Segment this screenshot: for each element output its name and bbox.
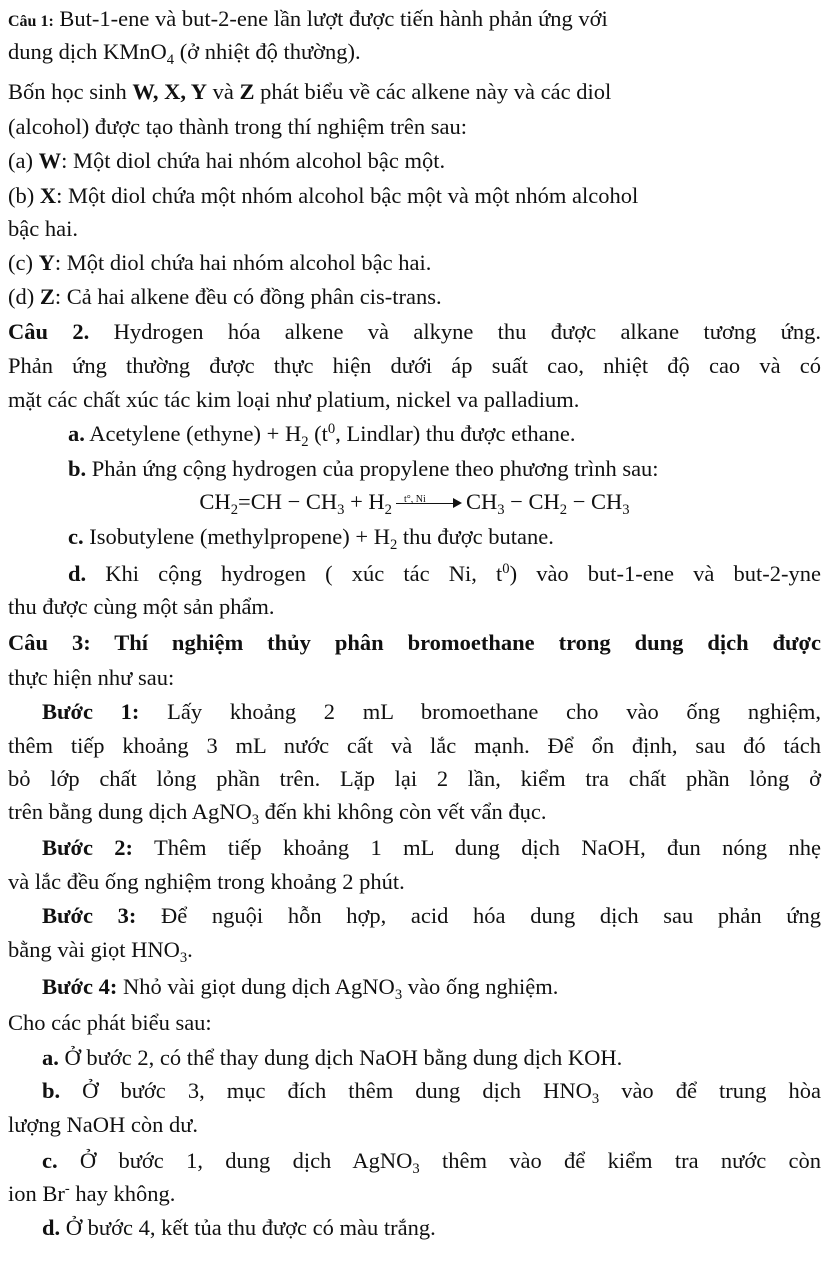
q1-text: và	[207, 79, 240, 104]
q2-statement-d-cont	[8, 592, 275, 622]
subscript: 3	[497, 502, 505, 519]
arrow-shaft	[396, 503, 456, 504]
statement-text: vào để trung hòa	[599, 1078, 821, 1103]
statement-label: d.	[68, 561, 87, 586]
formula: CH	[465, 489, 498, 514]
formula: − CH	[504, 489, 560, 514]
q2-line3	[8, 385, 579, 415]
q3-statement-a	[42, 1043, 622, 1073]
step-text: bỏ lớp chất lỏng phần trên. Lặp lại 2 lần, kiểm tra chất phần lỏng ở	[8, 766, 821, 791]
q2-statement-b	[68, 454, 659, 484]
formula: + H	[344, 489, 385, 514]
q1-statement-b	[8, 181, 638, 211]
superscript: -	[64, 1180, 70, 1197]
q3-step2-line2	[8, 867, 405, 897]
step-label: Bước 4:	[42, 974, 118, 999]
q1-line2	[8, 37, 361, 67]
step-label: Bước 1:	[42, 699, 140, 724]
q1-line4	[8, 112, 467, 142]
q3-text: thực hiện như sau:	[8, 665, 175, 690]
q3-step1-line2	[8, 731, 821, 761]
formula: − CH	[567, 489, 623, 514]
q1-line1	[8, 4, 608, 37]
q3-statement-b-cont	[8, 1110, 198, 1140]
step-text: bằng vài giọt HNO	[8, 937, 180, 962]
reaction-condition: t°, Ni	[403, 494, 426, 505]
step-text: vào ống nghiệm.	[402, 974, 559, 999]
statement-text: Ở bước 4, kết tủa thu được có màu trắng.	[60, 1215, 436, 1240]
statement-label: a.	[42, 1045, 59, 1070]
statement-text: Phản ứng cộng hydrogen của propylene theo phương trình sau:	[86, 456, 659, 481]
statement-prefix: (c)	[8, 250, 39, 275]
q2-text: Phản ứng thường được thực hiện dưới áp suất cao, nhiệt độ cao và có	[8, 353, 821, 378]
subscript: 3	[591, 1091, 600, 1108]
q3-step1-line3	[8, 764, 821, 794]
statement-text: (t	[308, 421, 328, 446]
step-text: trên bằng dung dịch AgNO	[8, 799, 252, 824]
q1-statement-d	[8, 282, 442, 312]
q3-statement-c-cont	[8, 1179, 175, 1209]
subscript: 3	[251, 812, 260, 829]
statement-text: : Một diol chứa một nhóm alcohol bậc một và một nhóm alcohol	[56, 183, 639, 208]
q3-step1-line4	[8, 797, 546, 827]
q2-equation	[0, 487, 829, 517]
q3-step1	[42, 697, 821, 727]
q1-text: phát biểu về các alkene này và các diol	[254, 79, 612, 104]
statement-text: : Cả hai alkene đều có đồng phân cis-trans.	[54, 284, 442, 309]
step-text: Lấy khoảng 2 mL bromoethane cho vào ống nghiệm,	[139, 699, 822, 724]
superscript: 0	[327, 420, 336, 437]
statement-text: Acetylene (ethyne) + H	[84, 421, 302, 446]
statement-label: c.	[68, 524, 84, 549]
subscript: 3	[179, 950, 188, 967]
statement-text: , Lindlar) thu được ethane.	[335, 421, 576, 446]
statement-text: thu được cùng một sản phẩm.	[8, 594, 275, 619]
subscript: 3	[412, 1161, 420, 1178]
statement-key: X	[39, 183, 57, 208]
q1-statement-c	[8, 248, 431, 278]
statement-text: Ở bước 2, có thể thay dung dịch NaOH bằng dung dịch KOH.	[58, 1045, 623, 1070]
statement-label: b.	[42, 1078, 61, 1103]
step-text: đến khi không còn vết vẩn đục.	[259, 799, 547, 824]
q2-statement-a	[68, 419, 576, 449]
statement-text: thu được butane.	[397, 524, 554, 549]
q3-step3-line2	[8, 935, 193, 965]
q2-text: mặt các chất xúc tác kim loại như platium, nickel va palladium.	[8, 387, 580, 412]
q2-statement-d	[68, 559, 821, 589]
statement-label: b.	[68, 456, 87, 481]
subscript: 2	[230, 502, 238, 519]
subscript: 2	[384, 502, 392, 519]
statement-text: bậc hai.	[8, 216, 78, 241]
statement-text: thêm vào để kiểm tra nước còn	[419, 1148, 821, 1173]
subscript: 4	[166, 52, 175, 69]
statement-prefix: (a)	[8, 148, 39, 173]
statement-text: Khi cộng hydrogen ( xúc tác Ni, t	[86, 561, 503, 586]
step-text: .	[187, 937, 193, 962]
q3-title	[8, 628, 821, 658]
step-text: thêm tiếp khoảng 3 mL nước cất và lắc mạnh. Để ổn định, sau đó tách	[8, 733, 821, 758]
subscript: 2	[389, 537, 398, 554]
statement-prefix: (d)	[8, 284, 40, 309]
subscript: 3	[394, 987, 403, 1004]
q1-text: dung dịch KMnO	[8, 39, 167, 64]
q1-text: (ở nhiệt độ thường).	[174, 39, 361, 64]
q3-statement-c	[42, 1146, 821, 1176]
statement-key: Y	[38, 250, 55, 275]
subscript: 2	[559, 502, 568, 519]
subscript: 2	[301, 434, 309, 451]
formula: =CH − CH	[238, 489, 338, 514]
q3-step2	[42, 833, 821, 863]
student-z-label: Z	[239, 79, 255, 104]
q2-text: Hydrogen hóa alkene và alkyne thu được alkane tương ứng.	[89, 319, 821, 344]
q3-step3	[42, 901, 821, 931]
q2-line2	[8, 351, 821, 381]
statement-text: ) vào but-1-ene và but-2-yne	[509, 561, 821, 586]
formula: CH	[199, 489, 231, 514]
q1-line3	[8, 77, 611, 107]
q3-step4	[42, 972, 558, 1002]
arrow-head	[453, 498, 462, 508]
statement-text: Ở bước 1, dung dịch AgNO	[57, 1148, 413, 1173]
statement-label: a.	[68, 421, 85, 446]
statement-text: : Một diol chứa hai nhóm alcohol bậc hai.	[54, 250, 432, 275]
students-label: W, X, Y	[132, 79, 207, 104]
step-text: Nhỏ vài giọt dung dịch AgNO	[117, 974, 395, 999]
q3-statement-b	[42, 1076, 821, 1106]
step-label: Bước 2:	[42, 835, 134, 860]
q1-label: Câu 1:	[8, 13, 54, 30]
q1-text: (alcohol) được tạo thành trong thí nghiệm trên sau:	[8, 114, 467, 139]
statement-text: Isobutylene (methylpropene) + H	[83, 524, 390, 549]
step-text: Để nguội hỗn hợp, acid hóa dung dịch sau phản ứng	[136, 903, 821, 928]
reaction-arrow-icon	[396, 493, 462, 507]
step-text: và lắc đều ống nghiệm trong khoảng 2 phút.	[8, 869, 405, 894]
q1-text: But-1-ene và but-2-ene lần lượt được tiến hành phản ứng với	[53, 6, 608, 31]
subscript: 3	[622, 502, 630, 519]
q1-statement-b-cont	[8, 214, 78, 244]
statement-key: W	[38, 148, 62, 173]
q2-line1	[8, 317, 821, 347]
q2-label: Câu 2.	[8, 319, 90, 344]
q1-text: Bốn học sinh	[8, 79, 133, 104]
q2-statement-c	[68, 522, 554, 552]
step-text: Thêm tiếp khoảng 1 mL dung dịch NaOH, đun nóng nhẹ	[133, 835, 822, 860]
statement-text: lượng NaOH còn dư.	[8, 1112, 199, 1137]
statement-text: hay không.	[69, 1181, 176, 1206]
statement-text: Ở bước 3, mục đích thêm dung dịch HNO	[60, 1078, 592, 1103]
statement-label: c.	[42, 1148, 58, 1173]
statement-prefix: (b)	[8, 183, 40, 208]
q3-statement-d	[42, 1213, 436, 1243]
q3-text: Cho các phát biểu sau:	[8, 1010, 212, 1035]
statement-label: d.	[42, 1215, 61, 1240]
q3-title-cont	[8, 663, 174, 693]
subscript: 3	[337, 502, 345, 519]
q3-intro	[8, 1008, 212, 1038]
q3-heading: Câu 3: Thí nghiệm thủy phân bromoethane trong dung dịch được	[8, 630, 821, 655]
statement-text: : Một diol chứa hai nhóm alcohol bậc một.	[61, 148, 446, 173]
q1-statement-a	[8, 146, 445, 176]
superscript: 0	[502, 560, 510, 577]
statement-key: Z	[39, 284, 55, 309]
statement-text: ion Br	[8, 1181, 65, 1206]
step-label: Bước 3:	[42, 903, 137, 928]
